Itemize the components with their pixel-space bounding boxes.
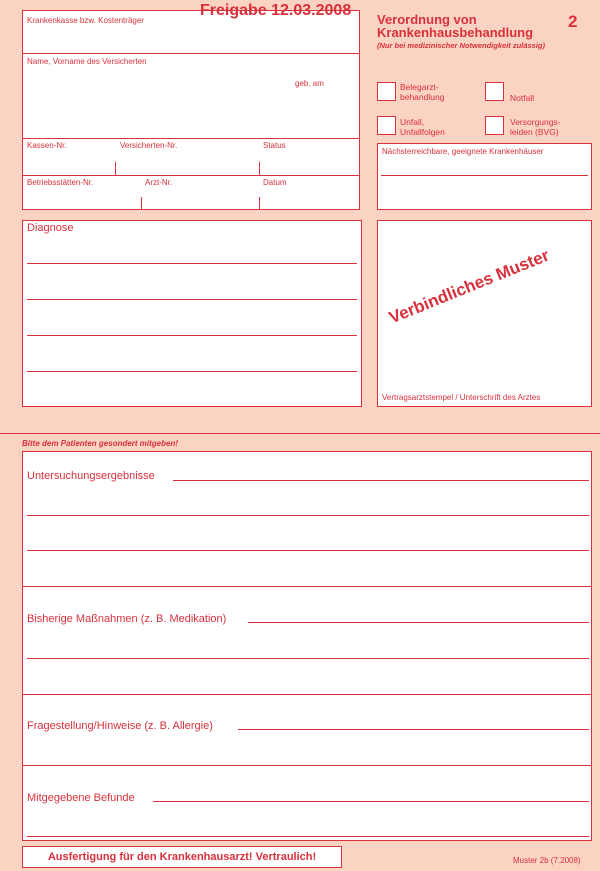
hospitals-label: Nächsterreichbare, geeignete Krankenhäuser [382,147,544,156]
notfall-label: Notfall [510,93,535,103]
form-title-line2: Krankenhausbehandlung [377,25,534,40]
confidential-text: Ausfertigung für den Krankenhausarzt! Vertraulich! [47,851,317,863]
form-subtitle: (Nur bei medizinischer Notwendigkeit zulässig) [377,41,545,50]
arzt-nr-label: Arzt-Nr. [145,178,173,187]
befunde-label: Mitgegebene Befunde [27,792,139,804]
kassen-nr-label: Kassen-Nr. [27,141,67,150]
untersuchung-field[interactable] [23,468,591,586]
confidential-banner [22,846,342,868]
hospitals-box[interactable] [377,143,592,210]
referral-details-box [22,451,592,841]
versorgung-label: Versorgungs- leiden (BVG) [510,117,561,137]
form-code: Muster 2b (7.2008) [513,856,581,865]
stamp-label: Vertragsarztstempel / Unterschrift des Arztes [382,393,541,402]
name-label: Name, Vorname des Versicherten [27,57,147,66]
watermark-text: Verbindliches Muster [386,245,552,328]
doctor-stamp-box[interactable] [377,220,592,407]
versorgung-checkbox[interactable] [485,116,504,135]
patient-data-box [22,10,360,210]
massnahmen-label: Bisherige Maßnahmen (z. B. Medikation) [27,613,230,625]
diagnose-label: Diagnose [27,222,74,234]
separator-line [0,433,600,434]
untersuchung-label: Untersuchungsergebnisse [27,470,159,482]
patient-notice: Bitte dem Patienten gesondert mitgeben! [22,439,179,448]
fragestellung-field[interactable] [23,714,591,766]
betriebsstaetten-nr-label: Betriebsstätten-Nr. [27,178,94,187]
notfall-checkbox[interactable] [485,82,504,101]
belegarzt-checkbox[interactable] [377,82,396,101]
status-label: Status [263,141,286,150]
massnahmen-field[interactable] [23,608,591,694]
befunde-field[interactable] [23,786,591,838]
name-field[interactable] [23,67,359,137]
dob-label: geb. am [295,79,324,88]
unfall-checkbox[interactable] [377,116,396,135]
versicherten-nr-label: Versicherten-Nr. [120,141,178,150]
fragestellung-label: Fragestellung/Hinweise (z. B. Allergie) [27,720,217,732]
form-number: 2 [568,12,578,31]
release-date-stamp: Freigabe 12.03.2008 [200,2,352,19]
diagnose-box[interactable] [22,220,362,407]
belegarzt-label: Belegarzt- behandlung [400,82,445,102]
form-title-line1: Verordnung von [377,12,477,27]
insurer-label: Krankenkasse bzw. Kostenträger [27,16,144,25]
datum-label: Datum [263,178,287,187]
unfall-label: Unfall, Unfallfolgen [400,117,445,137]
insurer-field[interactable] [23,27,359,53]
